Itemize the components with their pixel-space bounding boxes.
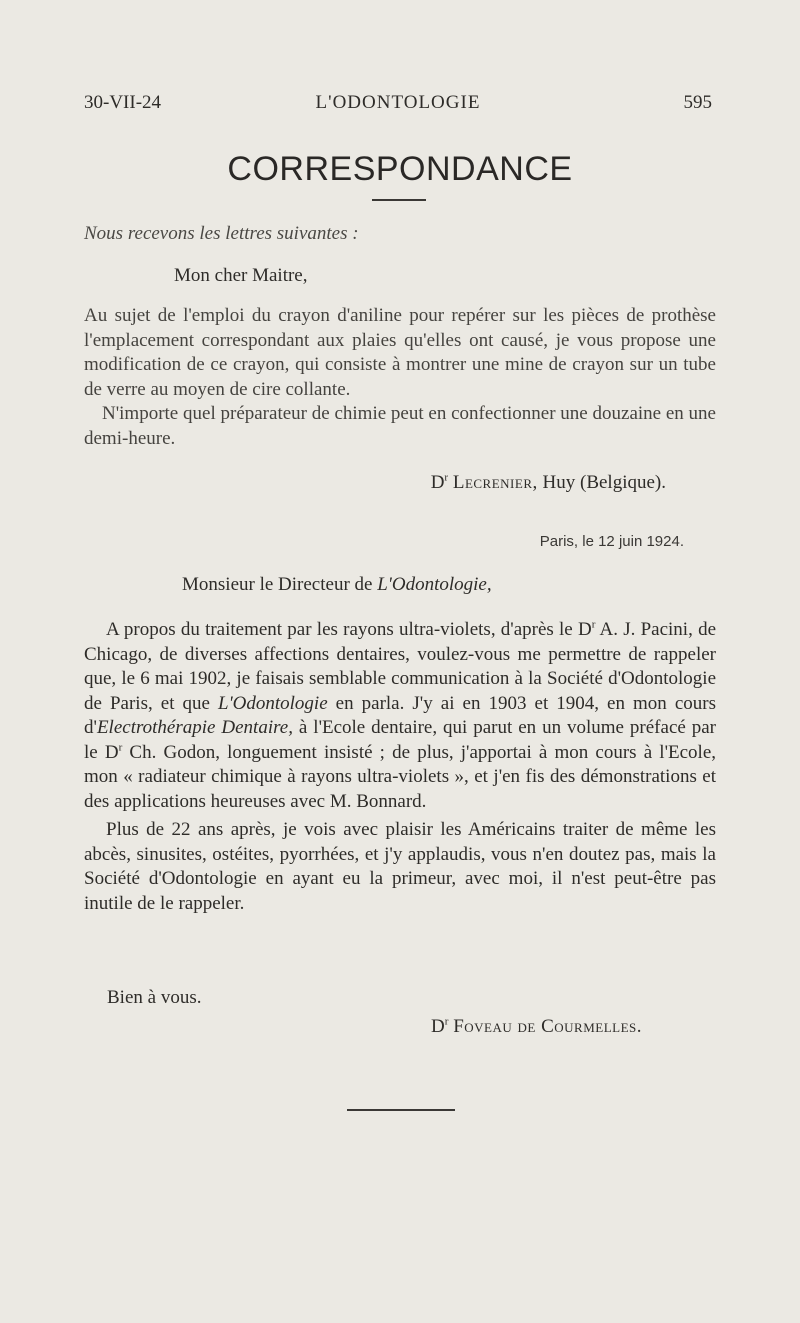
emphasis: L'Odontologie: [218, 692, 328, 714]
emphasis: Electrothérapie Dentaire,: [96, 717, 293, 738]
signature-name: Foveau de Courmelles.: [453, 1016, 642, 1037]
text-run: à l'Ecole dentaire, qui parut en un volume préfacé par le D: [84, 717, 716, 763]
letter1-signature: [84, 472, 666, 494]
letter2-paragraph-1: [84, 618, 716, 814]
signature-title: D: [431, 1016, 445, 1037]
letter1-paragraph: Au sujet de l'emploi du crayon d'aniline pour repérer sur les pièces de prothèse l'emplacement correspondant aux plaies qu'elles ont causé, je vous propose une modification de ce crayon, qui consiste à montrer une mine de crayon sur un tube de verre au moyen de cire collante.: [84, 305, 716, 400]
letter2-body: [84, 618, 716, 920]
intro-line: Nous recevons les lettres suivantes :: [84, 223, 359, 244]
letter2-paragraph-2: Plus de 22 ans après, je vois avec plaisir les Américains traiter de même les abcès, sinusites, ostéites, pyorrhées, et j'y applaudis, vous n'en doutez pas, mais la Société d'Odontologie en ayant eu la primeur, avec moi, il n'est peut-être pas inutile de le rappeler.: [84, 819, 716, 914]
text-run: en parla. J'y ai en 1903 et 1904, en mon cours d': [84, 692, 717, 738]
salutation-prefix: Monsieur le Directeur de: [182, 574, 373, 595]
title-rule: [372, 199, 426, 201]
superscript: r: [591, 618, 596, 631]
signature-title-sup: r: [444, 471, 449, 484]
running-header: [84, 92, 712, 122]
end-rule: [347, 1109, 455, 1111]
signature-place: Huy (Belgique).: [542, 472, 666, 493]
header-page-number: 595: [683, 92, 712, 113]
header-journal-title: L'ODONTOLOGIE: [315, 92, 481, 113]
signature-name: Lecrenier,: [452, 472, 538, 493]
letter2-signature: [84, 1016, 642, 1038]
text-run: A propos du traitement par les rayons ultra-violets, d'après le D: [106, 619, 592, 640]
letter1-body: [84, 304, 716, 451]
letter1-paragraph: N'importe quel préparateur de chimie peut en confectionner une douzaine en une demi-heure.: [84, 403, 716, 449]
signature-title: D: [430, 472, 445, 493]
letter2-salutation: [182, 573, 742, 598]
letter1-salutation: Mon cher Maitre,: [174, 265, 308, 286]
header-date: 30-VII-24: [84, 92, 162, 113]
text-run: Ch. Godon, longuement insisté ; de plus, j'apportai à mon cours à l'Ecole, mon « radiateur chimique à rayons ultra-violets », et j'en fis des démonstrations et des applications heureuses avec M. Bonnard.: [84, 741, 716, 812]
salutation-journal: L'Odontologie,: [377, 574, 492, 595]
letter2-dateline: Paris, le 12 juin 1924.: [539, 533, 684, 550]
text-run: A. J. Pacini, de Chicago, de diverses affections dentaires, voulez-vous me permettre de rappeler que, le 6 mai 1902, je faisais semblable communication à la Société d'Odontologie de Paris, et que: [84, 619, 716, 714]
superscript: r: [118, 741, 123, 754]
signature-title-sup: r: [444, 1015, 449, 1028]
letter2-closing: Bien à vous.: [107, 987, 202, 1008]
section-title: CORRESPONDANCE: [227, 150, 573, 188]
